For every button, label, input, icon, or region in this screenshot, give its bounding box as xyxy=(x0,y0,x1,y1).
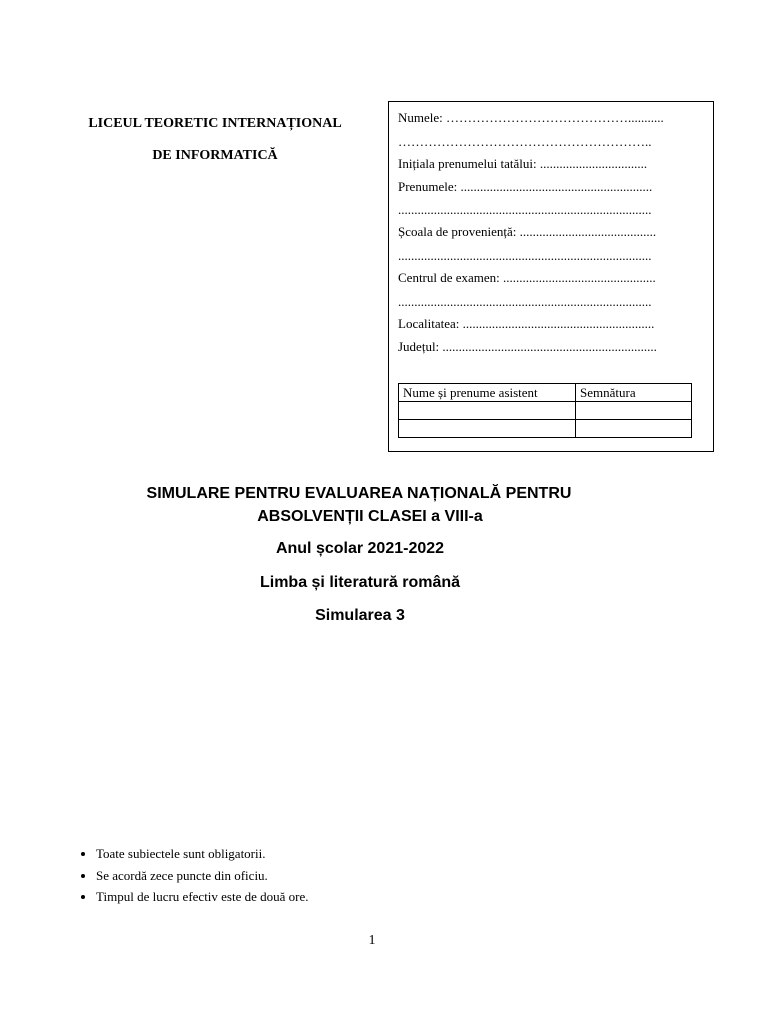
exam-title-line1: SIMULARE PENTRU EVALUAREA NAȚIONALĂ PENTRU xyxy=(146,485,572,502)
county-field: Județul: .................................................................. xyxy=(398,339,657,354)
name-field: Numele: ……………………………………........... xyxy=(398,110,664,125)
name-field-continuation: ………………………………………………….. xyxy=(398,134,652,149)
signature-cell[interactable] xyxy=(576,420,692,438)
candidate-id-box xyxy=(388,101,714,452)
table-row xyxy=(399,384,692,402)
exam-center-continuation: .............................................................................. xyxy=(398,294,652,309)
simulation-number: Simularea 3 xyxy=(315,607,405,624)
school-year: Anul școlar 2021-2022 xyxy=(275,540,445,557)
locality-field: Localitatea: ........................................................... xyxy=(398,316,655,331)
first-name-field-continuation: .............................................................................. xyxy=(398,202,652,217)
list-item: • Toate subiectele sunt obligatorii. xyxy=(96,843,309,865)
assistant-name-header: Nume și prenume asistent xyxy=(399,384,576,402)
first-name-field: Prenumele: ........................................................... xyxy=(398,179,653,194)
school-of-origin-continuation: .............................................................................. xyxy=(398,248,652,263)
father-initial-field: Inițiala prenumelui tatălui: ................................. xyxy=(398,156,648,171)
school-name-line1: LICEUL TEORETIC INTERNAȚIONAL xyxy=(88,116,342,131)
page-number: 1 xyxy=(368,933,376,948)
instructions-list xyxy=(56,843,309,908)
list-item: • Timpul de lucru efectiv este de două ore. xyxy=(96,886,309,908)
assistant-name-cell[interactable] xyxy=(399,402,576,420)
list-item: • Se acordă zece puncte din oficiu. xyxy=(96,865,309,887)
assistant-name-cell[interactable] xyxy=(399,420,576,438)
exam-center-field: Centrul de examen: ............................................... xyxy=(398,270,656,285)
signature-cell[interactable] xyxy=(576,402,692,420)
signature-header: Semnătura xyxy=(576,384,692,402)
assistant-table xyxy=(398,383,692,438)
exam-title-line2: ABSOLVENȚII CLASEI a VIII-a xyxy=(257,508,483,525)
table-row xyxy=(399,420,692,438)
school-name-line2: DE INFORMATICĂ xyxy=(152,148,278,163)
school-of-origin-field: Școala de proveniență: .......................................... xyxy=(398,224,657,239)
table-row xyxy=(399,402,692,420)
subject-title: Limba și literatură română xyxy=(259,574,461,591)
